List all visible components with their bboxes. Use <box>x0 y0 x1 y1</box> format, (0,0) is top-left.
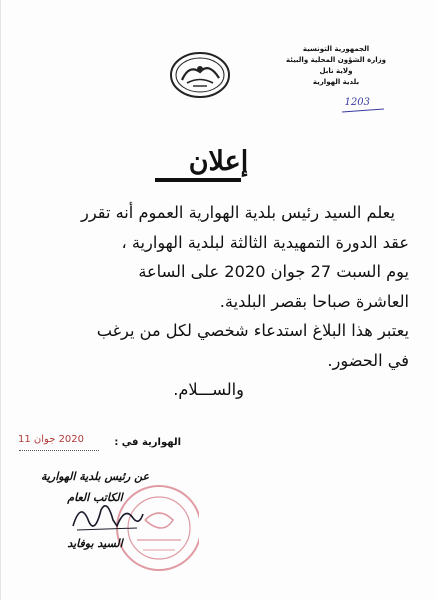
announcement-body <box>23 198 409 405</box>
signatory-role: الكاتب العام <box>67 491 123 504</box>
body-line: يعلم السيد رئيس بلدية الهوارية العموم أنه تقرر <box>81 203 395 222</box>
governorate-name: ولاية نابل <box>319 67 353 75</box>
closing-salutation: والســـلام. <box>173 380 244 399</box>
place-date-label: الهوارية في : <box>114 437 181 448</box>
letterhead <box>266 44 406 88</box>
date-dotted-line <box>19 450 99 451</box>
body-line: يوم السبت 27 جوان 2020 على الساعة <box>138 262 409 281</box>
reference-number: 1203 <box>344 97 370 108</box>
title-underline <box>155 178 241 182</box>
republic-name: الجمهورية التونسية <box>302 45 370 53</box>
handwritten-signature <box>67 496 147 536</box>
reference-underline <box>342 109 384 113</box>
ministry-name: وزارة الشؤون المحلية والبيئة <box>285 56 387 64</box>
municipality-name: بلدية الهوارية <box>312 78 360 86</box>
municipal-emblem-icon <box>169 50 231 100</box>
body-line: عقد الدورة التمهيدية الثالثة لبلدية الهوارية ، <box>121 232 409 252</box>
body-line: في الحضور. <box>327 350 409 370</box>
on-behalf-line: عن رئيس بلدية الهوارية <box>40 470 150 483</box>
body-line: العاشرة صباحا بقصر البلدية. <box>219 291 409 311</box>
signatory-name: السيد بوفايد <box>67 537 123 550</box>
date-stamp: 2020 جوان 11 <box>18 434 85 445</box>
body-line: يعتبر هذا البلاغ استدعاء شخصي لكل من يرغب <box>96 321 409 340</box>
announcement-title: إعلان <box>188 146 249 177</box>
